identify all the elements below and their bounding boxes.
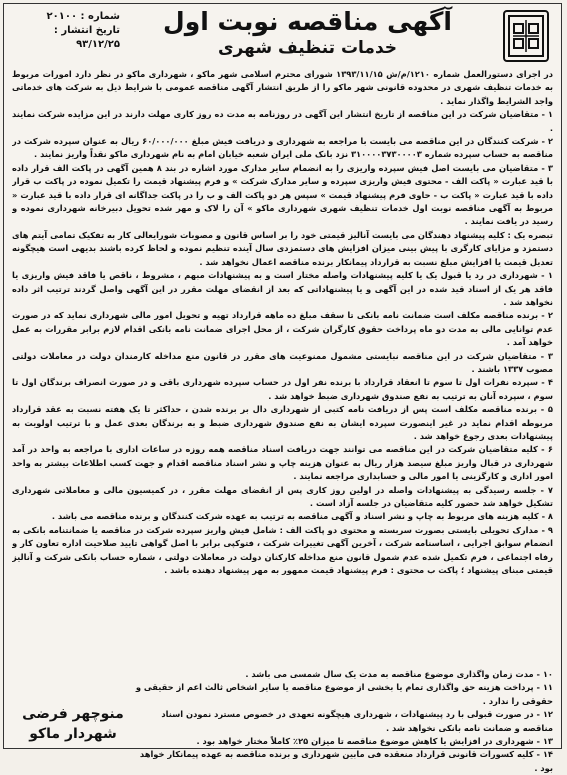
publish-date-label: تاریخ انتشار :: [53, 25, 120, 36]
paragraph: در اجرای دستورالعمل شماره ۱۲۱۰/م/ش ۱۳۹۳/۱۱/۱۵ شورای محترم اسلامی شهر ماکو ، شهرداری ماکو در نظر دارد امورات مربوط به خدمات تنظیف شهری در محدوده قانونی شهر ماکو را از طریق انتشار آگهی مناقصه عمومی با شرایط ذیل به شرکت های خدماتی واجد الشرایط واگذار نماید .: [12, 69, 553, 106]
signature-block: [18, 704, 128, 744]
paragraph: ۸ - کلیه هزینه های مربوط به چاپ و نشر اسناد و آگهی مناقصه به ترتیب به عهده شرکت کنندگان و برنده مناقصه می باشد .: [51, 511, 553, 522]
notice-body: [12, 68, 553, 668]
publish-date: ۹۳/۱۲/۲۵: [76, 39, 120, 50]
paragraph: ۳ - متقاضیان شرکت در این مناقصه نبایستی مشمول ممنوعیت های مقرر در قانون منع مداخله کارمندان دولت در معاملات دولتی مصوب ۱۳۳۷ باشند .: [12, 350, 553, 374]
paragraph: ۱۰ - مدت زمان واگذاری موضوع مناقصه به مدت یک سال شمسی می باشد .: [245, 669, 553, 679]
signatory-role: شهردار ماکو: [29, 726, 117, 742]
municipality-seal-icon: [503, 10, 549, 62]
notice-header: [4, 4, 561, 66]
paragraph: ۱ - شهرداری در رد یا قبول یک یا کلیه پیشنهادات واصله مختار است و به پیشنهادات مبهم ، مشروط ، ناقص یا فاقد فیش واریزی یا فاقد هر یک از اسناد قید شده در این آگهی و یا پیشنهاداتی که بعد از انقضای مهلت مقرر در این آگهی واصل گردند ترتیب اثر داده نخواهد شد .: [12, 270, 553, 307]
notice-number: شماره : ۲۰۱۰۰: [46, 11, 120, 22]
notice-subtitle: خدمات تنظیف شهری: [217, 38, 398, 58]
paragraph: تبصره یک : کلیه پیشنهاد دهندگان می بایست آنالیز قیمتی خود را بر اساس قانون و مصوبات شورایعالی کار به تفکیک تمامی آیتم های دستمزد و مزایای کارگری با پیش بینی میزان افزایش های دستمزدی سال آینده تنظیم نموده و لحاظ کرده باشند بدیهی است هیچگونه تعدیل قیمت یا افزایش مبلغ نسبت به قرارداد پیمانکار برنده مناقصه اعمال نخواهد شد .: [12, 229, 553, 267]
paragraph: ۱۱ - پرداخت هزینه حق واگذاری تمام یا بخشی از موضوع مناقصه یا سایر اشخاص ثالث اعم از حقیقی و حقوقی را ندارد .: [135, 682, 553, 706]
paragraph: ۲ - برنده مناقصه مکلف است ضمانت نامه بانکی تا سقف مبلغ ده ماهه قرارداد تهیه و تحویل امور مالی شهرداری نماید که در صورت عدم توانایی مالی به مدت دو ماه پرداخت حقوق کارگران شرکت ، از محل اجرای ضمانت نامه بانکی اقدام لازم برابر مقررات به عمل خواهد آمد .: [12, 310, 553, 348]
notice-meta: [10, 10, 120, 52]
notice-title: آگهی مناقصه نوبت اول: [163, 7, 452, 36]
paragraph: ۱ - متقاضیان شرکت در این مناقصه از تاریخ انتشار این آگهی در روزنامه به مدت ده روز کاری مهلت دارند در این مزایده شرکت نمایند .: [12, 109, 553, 133]
signatory-name: منوچهر فرضی: [22, 706, 124, 722]
paragraph: ۳ - متقاضیان می بایست اصل فیش سپرده واریزی را به انضمام سایر مدارک مورد اشاره در بند ۸ همین آگهی در پاکت الف قرار داده با قید عبارت « پاکت الف - محتوی فیش واریزی سپرده و سایر مدارک شرکت » و فرم پیشنهاد قیمت را تکمیل نموده در پاکت ب قرار داده با قید عبارت « پاکت ب - حاوی فرم پیشنهاد قیمت » سپس هر دو پاکت الف و ب را در پاکت جداگانه ای قرار داده با قید عبارت « مربوط به آگهی مناقصه نوبت اول خدمات تنظیف شهری شهرداری ماکو » آن را لاک و مهر شده تحویل دبیرخانه شهرداری نموده و رسید در یافت نمایند .: [12, 162, 553, 227]
paragraph: ۱۳ - شهرداری در افزایش یا کاهش موضوع مناقصه تا میزان ۲۵٪ کاملاً مختار خواهد بود .: [196, 736, 553, 747]
paragraph: ۱۲ - در صورت قبولی با رد پیشنهادات ، شهرداری هیچگونه تعهدی در خصوص مسترد نمودن اسناد مناقصه و ضمانت نامه بانکی نخواهد شد .: [161, 709, 553, 733]
paragraph: ۵ - برنده مناقصه مکلف است پس از دریافت نامه کتبی از شهرداری دال بر برنده شدن ، حداکثر تا یک هفته نسبت به عقد قرارداد مربوطه اقدام نماید در غیر اینصورت سپرده ایشان به نفع صندوق شهرداری ضبط و به برندگان بعدی عمل و با ترتیب اولویت به پیشنهادات بعدی رجوع خواهد شد .: [12, 404, 553, 441]
paragraph: ۷ - جلسه رسیدگی به پیشنهادات واصله در اولین روز کاری پس از انقضای مهلت مقرر ، در کمیسیون مالی و معاملاتی شهرداری تشکیل خواهد شد حضور کلیه متقاضیان در جلسه آزاد است .: [12, 484, 553, 508]
paragraph: ۲ - شرکت کنندگان در این مناقصه می بایست با مراجعه به شهرداری و دریافت فیش مبلغ ۶۰/۰۰۰/۰۰۰ ریال به عنوان سپرده شرکت در مناقصه به حساب سپرده شماره ۳۱۰۰۰۰۳۷۳۰۰۰۰۳ نزد بانک ملی ایران شعبه خیابان امام به نام شهرداری ماکو نقداً واریز نمایند .: [12, 136, 553, 160]
tender-notice-page: [3, 3, 562, 773]
paragraph: ۶ - کلیه متقاضیان شرکت در این مناقصه می توانند جهت دریافت اسناد مناقصه همه روزه در ساعات اداری با مراجعه به واحد در آمد شهرداری در قبال واریز مبلغ سیصد هزار ریال به عنوان هزینه چاپ و نشر اسناد مناقصه اقدام و جهت کسب اطلاعات بیشتر به واحد امور اداری و کارگزینی یا امور مالی و حسابداری مراجعه نمایند .: [12, 444, 553, 482]
paragraph: ۱۴ - کلیه کسورات قانونی قرارداد منعقده فی مابین شهرداری و برنده مناقصه به عهده پیمانکار خواهد بود .: [139, 749, 553, 773]
paragraph: ۹ - مدارک تحویلی بایستی بصورت سربسته و محتوی دو پاکت الف : شامل فیش واریز سپرده شرکت در مناقصه یا ضمانتنامه بانکی به انضمام سوابق اجرایی ، اساسنامه شرکت ، آخرین آگهی تغییرات شرکت ، فتوکپی برابر با اصل گواهی تایید صلاحیت اداره تعاون کار و رفاه اجتماعی ، فرم تکمیل شده عدم شمول قانون منع مداخله کارکنان دولت در معاملات دولتی ، شماره حساب بانکی شرکت و آنالیز قیمتی مبنای پیشنهاد ؛ پاکت ب محتوی : فرم پیشنهاد قیمت ممهور به مهر پیشنهاد دهنده باشد .: [12, 524, 553, 576]
paragraph: ۴ - سپرده نفرات اول تا سوم تا انعقاد قرارداد با برنده نفر اول در حساب سپرده شهرداری باقی و در صورت انصراف برندگان اول تا سوم ، سپرده آنان به ترتیب به نفع صندوق شهرداری ضبط خواهد شد .: [12, 377, 553, 401]
notice-tail: [134, 668, 553, 775]
